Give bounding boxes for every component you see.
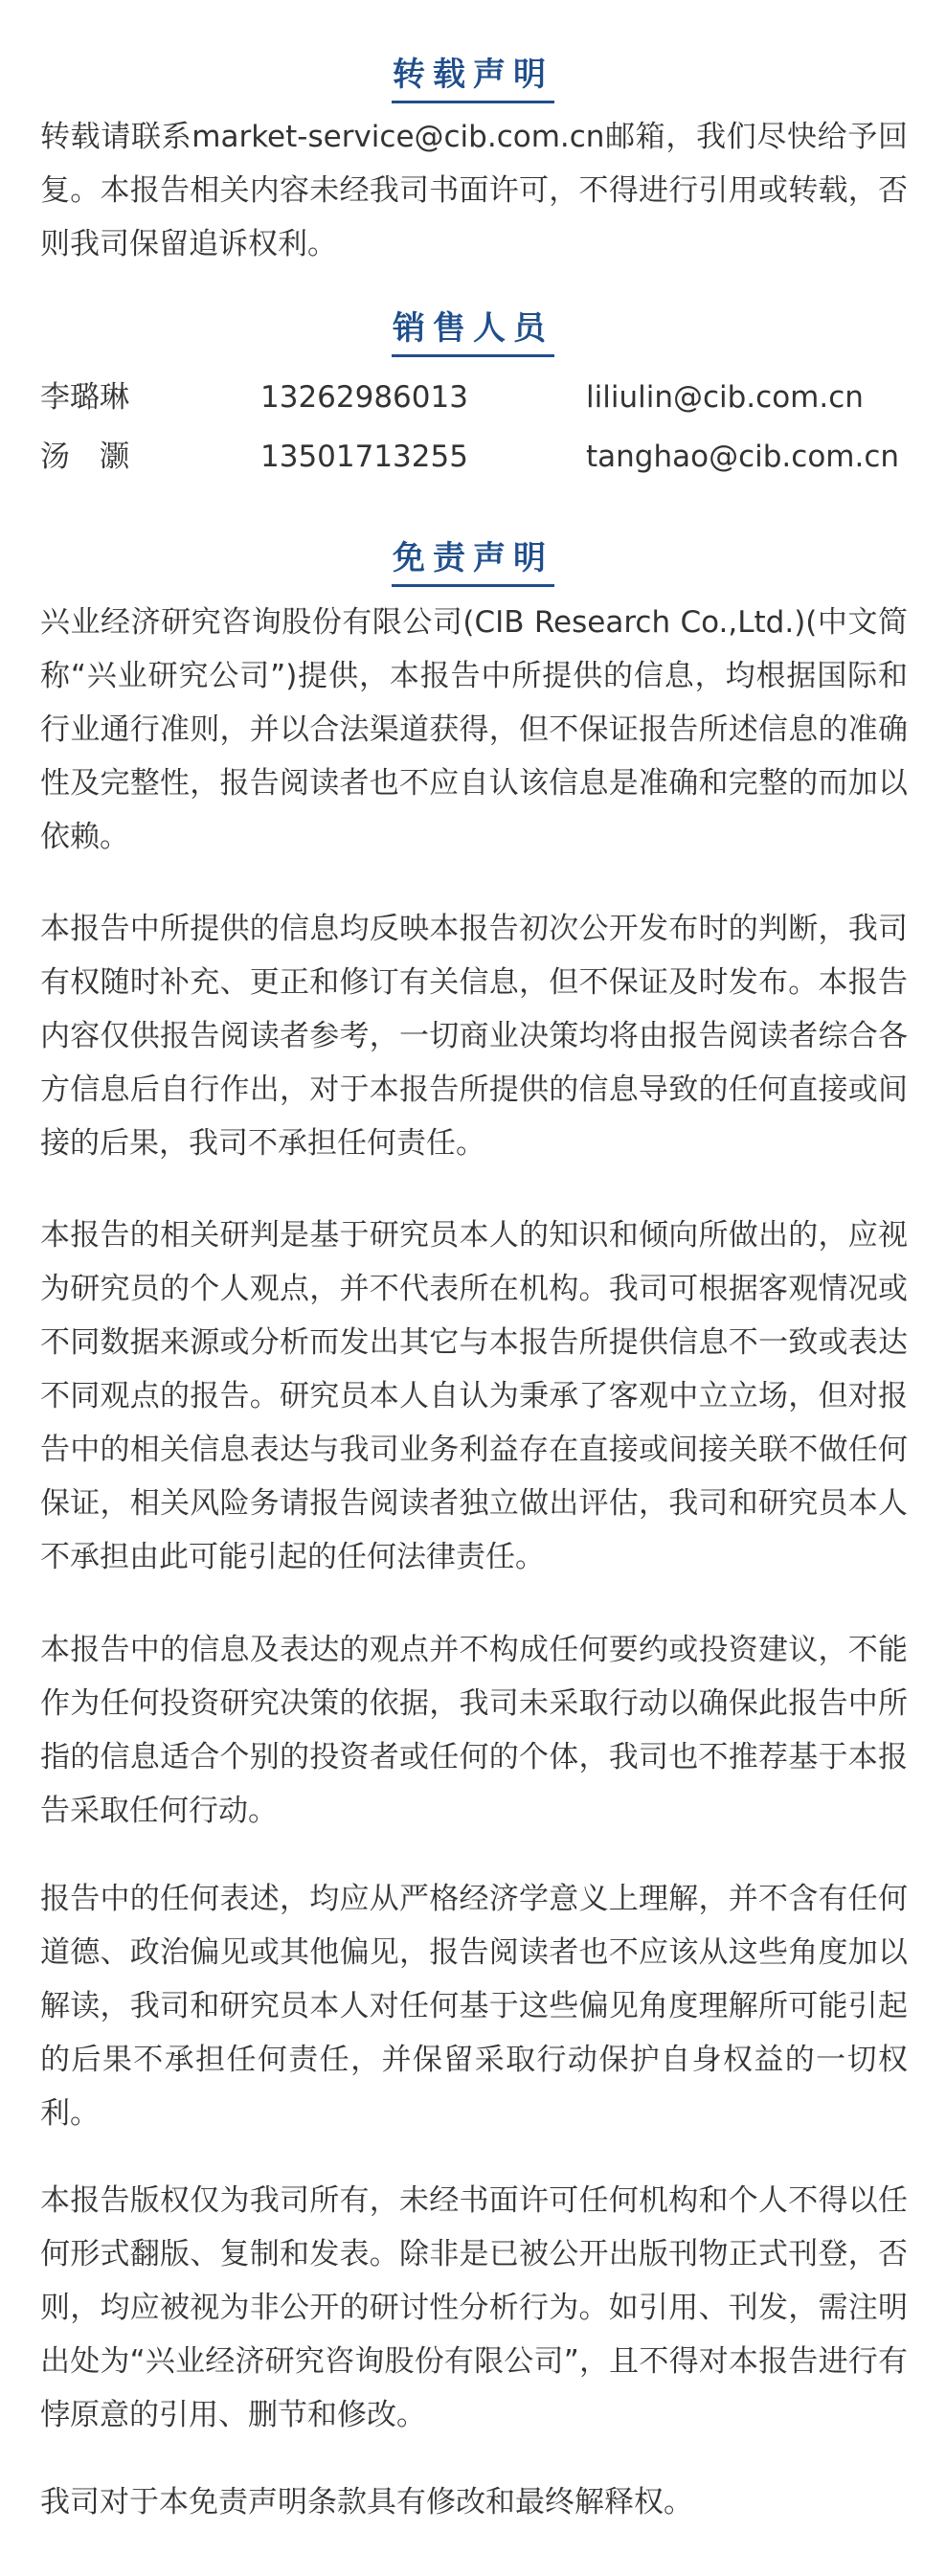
reprint-paragraph: 转载请联系market-service@cib.com.cn邮箱，我们尽快给予回复。本报告相关内容未经我司书面许可，不得进行引用或转载，否则我司保留追诉权利。 <box>40 120 908 261</box>
sales-section-title <box>0 302 946 357</box>
disclaimer-paragraph-4: 本报告中的信息及表达的观点并不构成任何要约或投资建议，不能作为任何投资研究决策的依据，我司未采取行动以确保此报告中所指的信息适合个别的投资者或任何的个体，我司也不推荐基于本报告采取任何行动。 <box>40 1633 908 1828</box>
disclaimer-paragraph-5: 报告中的任何表述，均应从严格经济学意义上理解，并不含有任何道德、政治偏见或其他偏见，报告阅读者也不应该从这些角度加以解读，我司和研究员本人对任何基于这些偏见角度理解所可能引起的后果不承担任何责任，并保留采取行动保护自身权益的一切权利。 <box>40 1882 908 2131</box>
reprint-title-text: 转载声明 <box>393 56 553 94</box>
contact-phone: 13262986013 <box>260 380 468 415</box>
reprint-section-title <box>0 48 946 103</box>
sales-title-text: 销售人员 <box>393 309 553 348</box>
disclaimer-paragraph-2: 本报告中所提供的信息均反映本报告初次公开发布时的判断，我司有权随时补充、更正和修订有关信息，但不保证及时发布。本报告内容仅供报告阅读者参考，一切商业决策均将由报告阅读者综合各方信息后自行作出，对于本报告所提供的信息导致的任何直接或间接的后果，我司不承担任何责任。 <box>40 912 908 1161</box>
disclaimer-paragraph-7: 我司对于本免责声明条款具有修改和最终解释权。 <box>40 2485 693 2520</box>
contact-name: 汤 灏 <box>40 440 129 474</box>
reprint-title-underline <box>392 101 554 103</box>
contact-email: liliulin@cib.com.cn <box>586 380 864 415</box>
contact-email: tanghao@cib.com.cn <box>586 440 900 474</box>
contact-row <box>40 373 908 421</box>
disclaimer-title-text: 免责声明 <box>393 539 553 577</box>
sales-title-underline <box>392 354 554 357</box>
disclaimer-paragraph-1: 兴业经济研究咨询股份有限公司(CIB Research Co.,Ltd.)(中文简称“兴业研究公司”)提供，本报告中所提供的信息，均根据国际和行业通行准则，并以合法渠道获得，但不保证报告所述信息的准确性及完整性，报告阅读者也不应自认该信息是准确和完整的而加以依赖。 <box>40 605 908 854</box>
disclaimer-title-underline <box>392 584 554 587</box>
contact-phone: 13501713255 <box>260 440 468 474</box>
disclaimer-paragraph-3: 本报告的相关研判是基于研究员本人的知识和倾向所做出的，应视为研究员的个人观点，并不代表所在机构。我司可根据客观情况或不同数据来源或分析而发出其它与本报告所提供信息不一致或表达不同观点的报告。研究员本人自认为秉承了客观中立立场，但对报告中的相关信息表达与我司业务利益存在直接或间接关联不做任何保证，相关风险务请报告阅读者独立做出评估，我司和研究员本人不承担由此可能引起的任何法律责任。 <box>40 1218 908 1574</box>
contact-name: 李璐琳 <box>40 380 129 415</box>
contact-row <box>40 433 908 481</box>
disclaimer-section-title <box>0 531 946 587</box>
disclaimer-paragraph-6: 本报告版权仅为我司所有，未经书面许可任何机构和个人不得以任何形式翻版、复制和发表。除非是已被公开出版刊物正式刊登，否则，均应被视为非公开的研讨性分析行为。如引用、刊发，需注明出处为“兴业经济研究咨询股份有限公司”，且不得对本报告进行有悖原意的引用、删节和修改。 <box>40 2183 908 2432</box>
